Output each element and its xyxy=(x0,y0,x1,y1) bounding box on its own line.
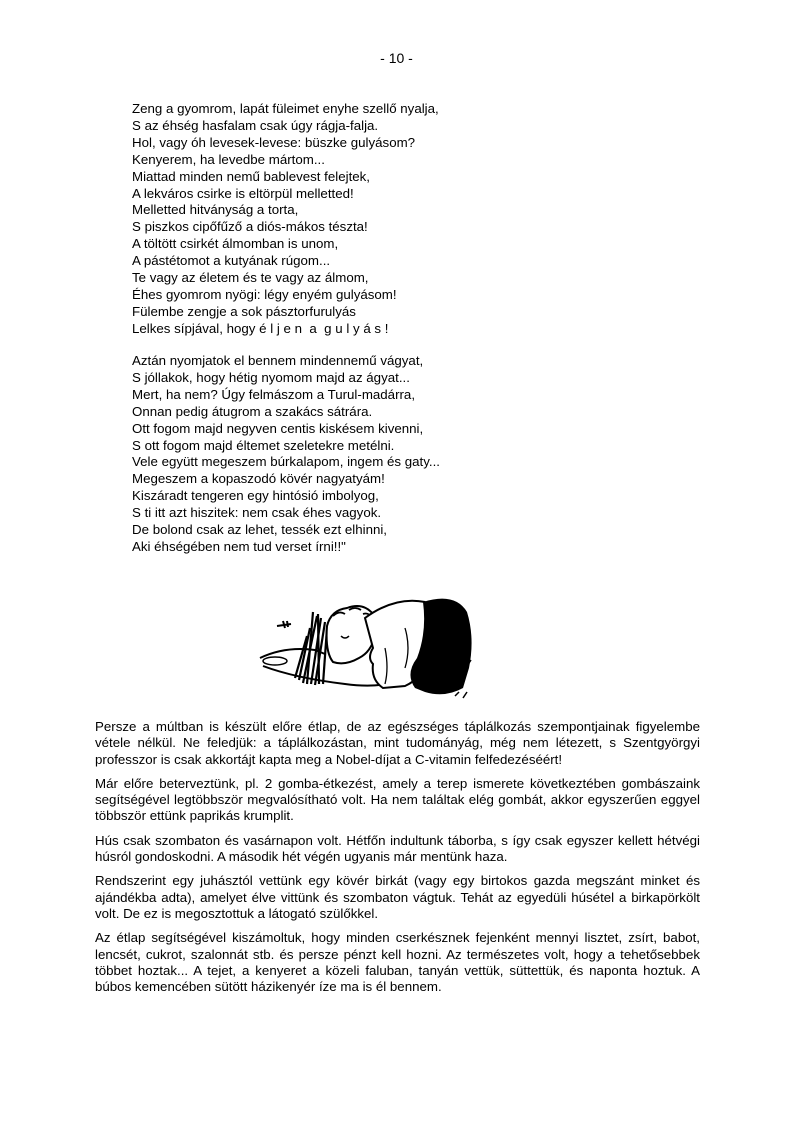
page-number: - 10 - xyxy=(380,50,413,66)
poem-line: S jóllakok, hogy hétig nyomom majd az ágyat... xyxy=(132,369,410,385)
poem-line: A pástétomot a kutyának rúgom... xyxy=(132,253,331,269)
poem-line: Lelkes sípjával, hogy é l j e n a g u l y á s ! xyxy=(132,320,389,336)
paragraph: Már előre beterveztünk, pl. 2 gomba-étkezést, amely a terep ismerete következtében gombászaink segítségével legtöbbször megvalósítható volt. Ha nem találtak elég gombát, akkor egyszerűen eggyel többször ettünk paprikás krumplit. xyxy=(95,775,700,824)
poem-line: A lekváros csirke is eltörpül melletted! xyxy=(132,185,354,201)
paragraph: Hús csak szombaton és vasárnapon volt. Hétfőn indultunk táborba, s így csak egyszer kellett hétvégi húsról gondoskodni. A második hét végén ugyanis már mentünk haza. xyxy=(95,832,700,865)
poem-line: Ott fogom majd negyven centis kiskésem kivenni, xyxy=(132,420,424,436)
poem-line: Onnan pedig átugrom a szakács sátrára. xyxy=(132,403,373,419)
poem-line: Kiszáradt tengeren egy hintósió imbolyog, xyxy=(132,488,379,504)
poem-line: Vele együtt megeszem búrkalapom, ingem és gaty... xyxy=(132,454,440,470)
paragraph: Persze a múltban is készült előre étlap, de az egészséges táplálkozás szempontjainak figyelembe vétele nélkül. Ne feledjük: a táplálkozástan, mint tudományág, még nem létezett, s Szentgyörgyi professzor is csak akkortájt kapta meg a Nobel-díjat a C-vitamin felfedezéséért! xyxy=(95,719,700,767)
poem-line: Aki éhségében nem tud verset írni!!" xyxy=(132,538,346,554)
poem-line: Melletted hitványság a torta, xyxy=(132,202,299,218)
paragraph: Az étlap segítségével kiszámoltuk, hogy minden cserkésznek fejenként mennyi lisztet, zsírt, babot, lencsét, cukrot, szalonnát stb. és persze pénzt kell hozni. Az természetes volt, hogy a tehetősebbek többet hoztak... A tejet, a kenyeret a közeli faluban, tanyán vettük, süttettük, és naponta hoztuk. A búbos kemencében sütött házikenyér íze ma is él bennem. xyxy=(95,930,700,995)
poem-line: Miattad minden nemű bablevest felejtek, xyxy=(132,168,371,184)
poem-stanza-1 xyxy=(132,101,439,338)
paragraph: Rendszerint egy juhásztól vettünk egy kövér birkát (vagy egy birtokos gazda megszánt minket és ajándékba adta), amelyet élve vittünk és szombaton vágtuk. Tehát az egyedüli húsétel a birkapörkölt volt. De ez is megosztottuk a látogató szülőkkel. xyxy=(95,873,700,921)
poem-line: Kenyerem, ha levedbe mártom... xyxy=(132,151,325,167)
poem-line: Fülembe zengje a sok pásztorfurulyás xyxy=(132,303,356,319)
poem-line: S az éhség hasfalam csak úgy rágja-falja. xyxy=(132,117,379,133)
poem-line: Hol, vagy óh levesek-levese: büszke gulyásom? xyxy=(132,134,416,150)
poem-line: Éhes gyomrom nyögi: légy enyém gulyásom! xyxy=(132,286,397,302)
child-blowing-campfire-illustration xyxy=(255,588,477,703)
poem-line: De bolond csak az lehet, tessék ezt elhinni, xyxy=(132,522,388,538)
poem-line: Te vagy az életem és te vagy az álmom, xyxy=(132,270,369,286)
poem-line: Megeszem a kopaszodó kövér nagyatyám! xyxy=(132,471,385,487)
poem-line: Zeng a gyomrom, lapát füleimet enyhe szellő nyalja, xyxy=(132,101,439,116)
poem-line: Mert, ha nem? Úgy felmászom a Turul-madárra, xyxy=(132,386,416,402)
child-blowing-campfire-icon xyxy=(255,588,477,703)
poem-line: S piszkos cipőfűző a diós-mákos tészta! xyxy=(132,219,368,235)
poem-line: S ti itt azt hiszitek: nem csak éhes vagyok. xyxy=(132,505,382,521)
poem-line: Aztán nyomjatok el bennem mindennemű vágyat, xyxy=(132,353,424,368)
poem-line: A töltött csirkét álmomban is unom, xyxy=(132,236,339,252)
poem-line: S ott fogom majd éltemet szeletekre metélni. xyxy=(132,437,395,453)
prose-section xyxy=(95,719,700,1003)
poem-stanza-2 xyxy=(132,353,440,556)
